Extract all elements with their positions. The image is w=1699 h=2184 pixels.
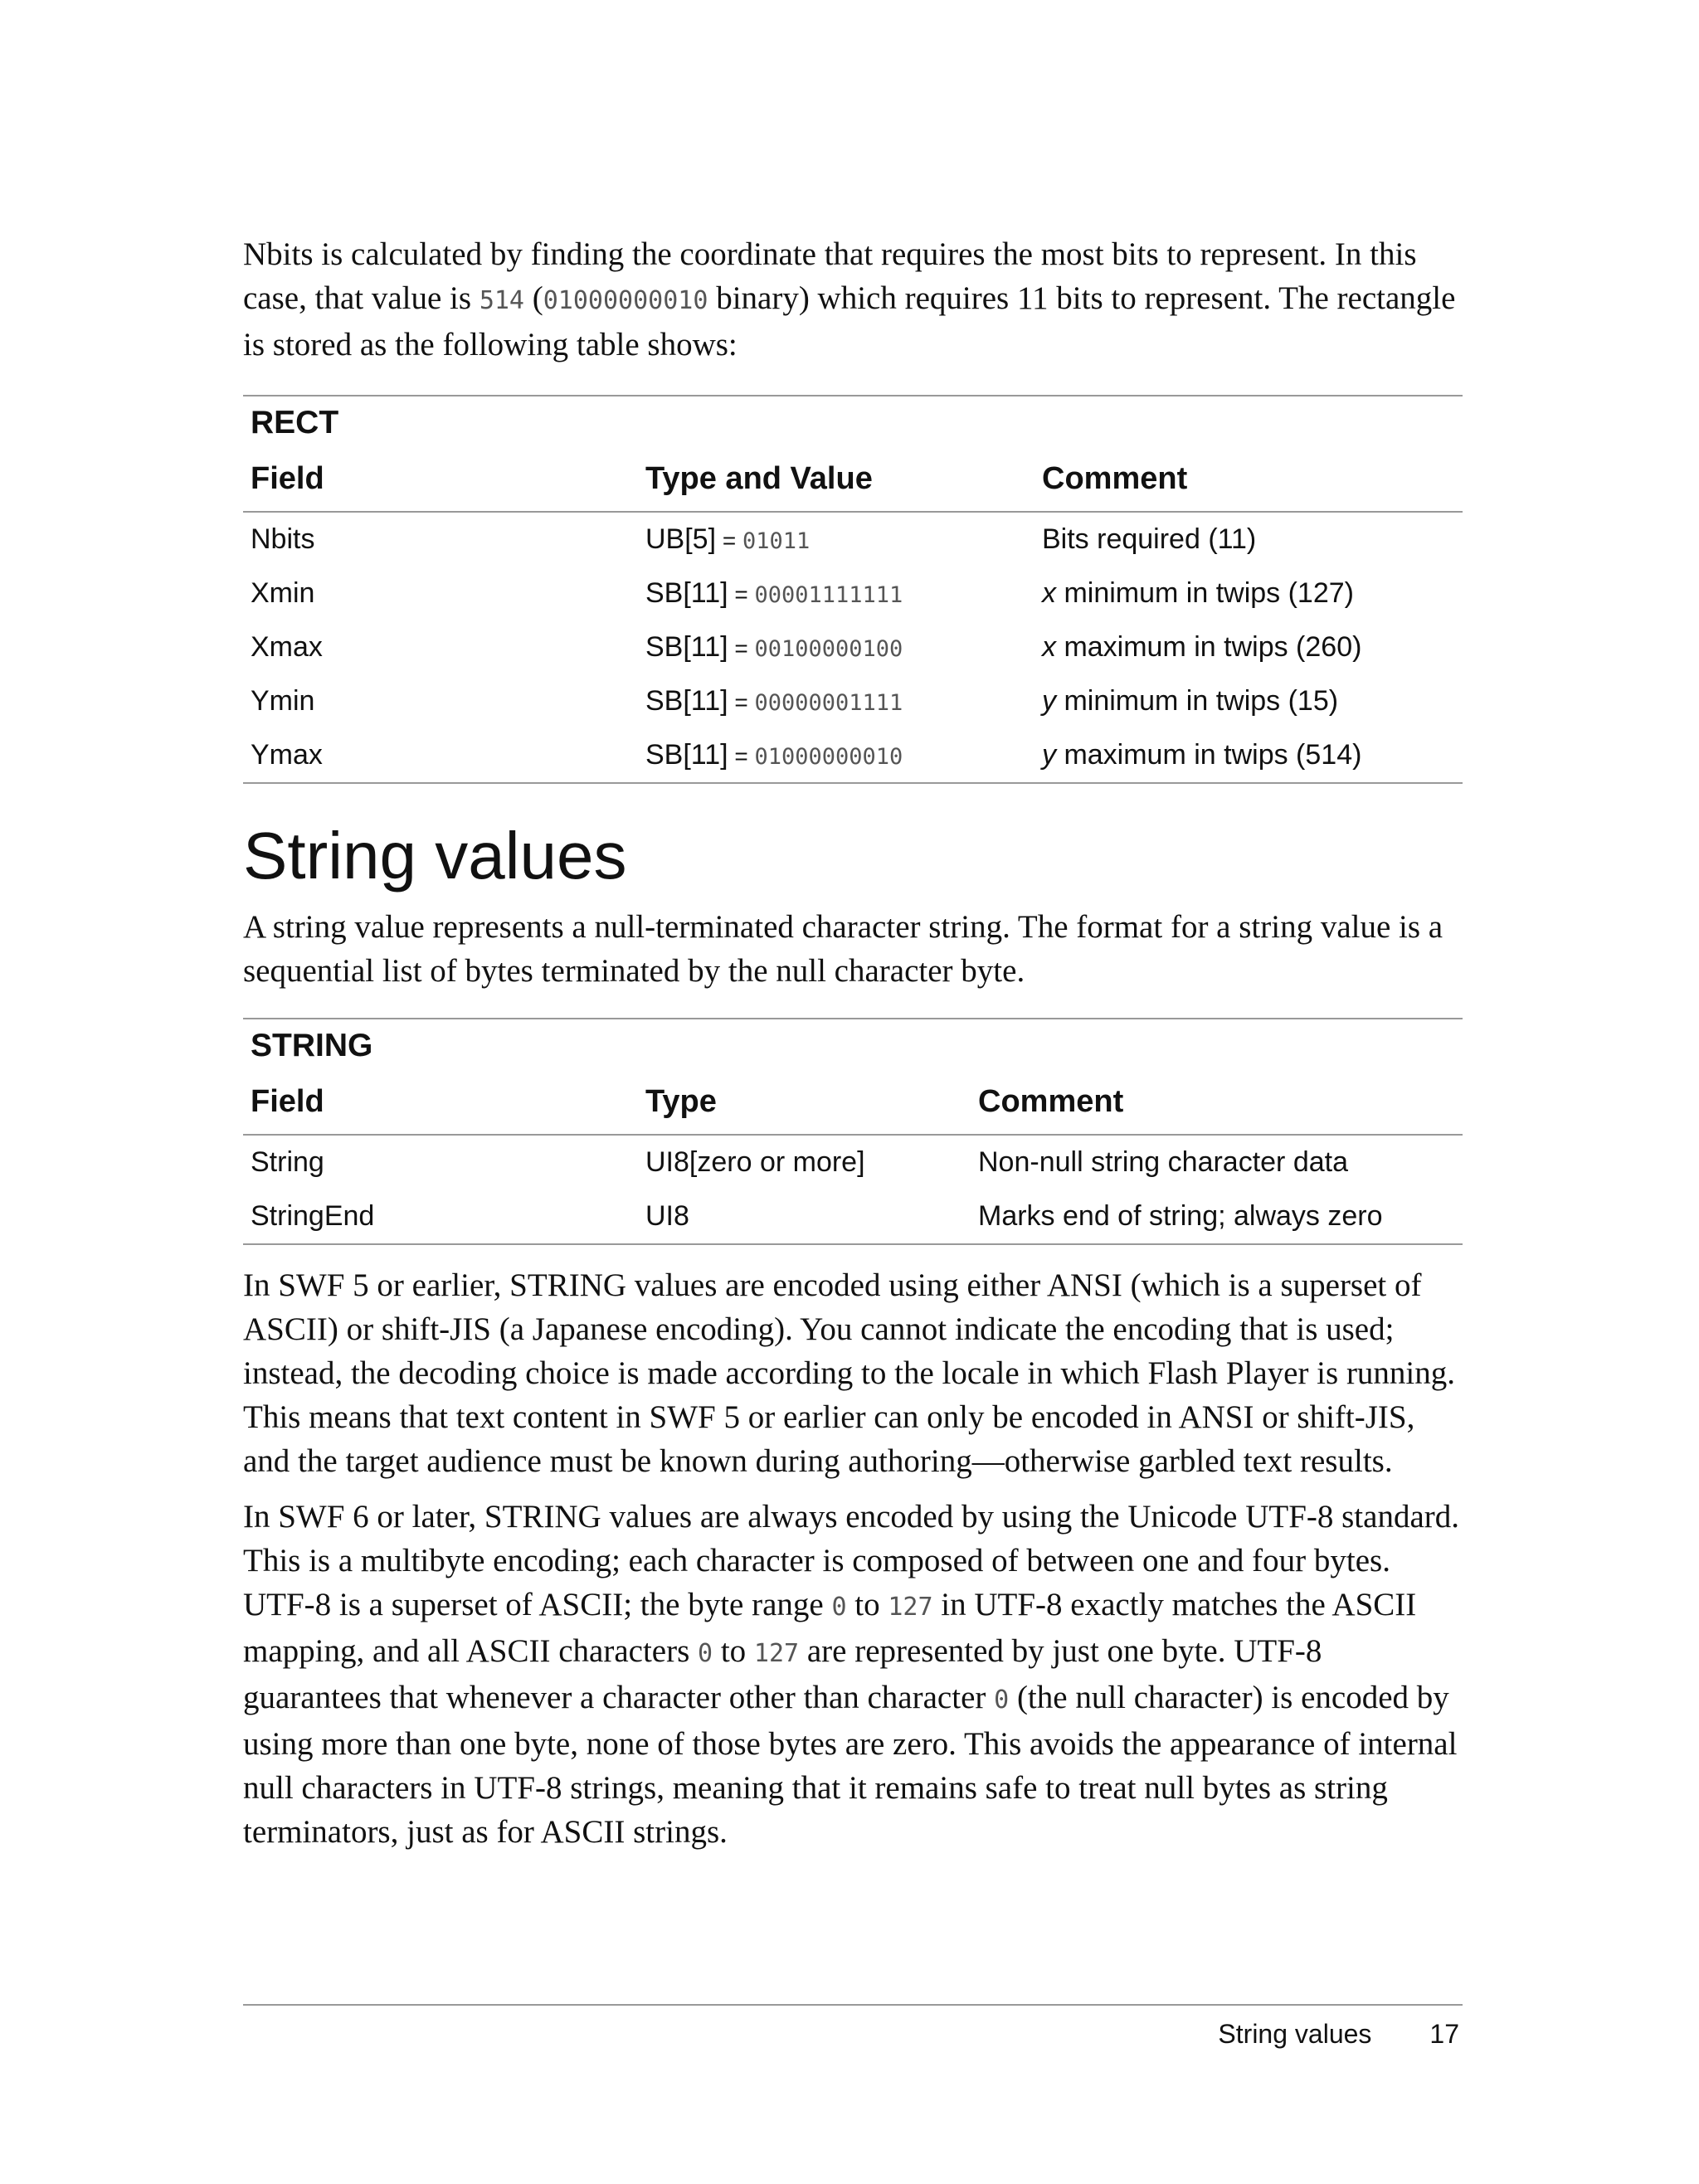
code-514: 514 [479,286,524,315]
para-text: are represented by just one byte. UTF-8 guarantees that whenever a character other than character [243,1633,1322,1715]
rect-table-body [243,513,1463,782]
cell-type: UB[5] [645,523,717,555]
cell-field: Nbits [251,523,315,555]
cell-comment: Marks end of string; always zero [978,1200,1383,1232]
cell-bits: 00000001111 [754,690,903,716]
swf5-paragraph: In SWF 5 or earlier, STRING values are encoded using either ANSI (which is a superset of ASCII) or shift-JIS (a Japanese encoding). You cannot indicate the encoding that is used; instead, the decoding choice is made according to the locale in which Flash Player is running. This means that text content in SWF 5 or earlier can only be encoded in ANSI or shift-JIS, and the target audience must be known during authoring—otherwise garbled text results. [243,1267,1456,1479]
cell-comment-text: Bits required (11) [1042,523,1257,555]
code-0: 0 [994,1685,1010,1715]
cell-type: SB[11] [645,685,728,717]
para-text: to [846,1587,888,1622]
code-127: 127 [753,1639,800,1668]
table-row [243,513,1463,567]
section-description: A string value represents a null-terminated character string. The format for a string value is a sequential list of bytes terminated by the null character byte. [243,909,1443,989]
header-field: Field [251,1084,324,1119]
header-comment: Comment [1042,461,1188,496]
section-title: String values [243,819,627,893]
table-row [243,674,1463,728]
para-text: to [713,1633,754,1669]
para-text: in UTF-8 exactly matches the ASCII mapping, and all ASCII characters [243,1587,1417,1669]
code-binary: 01000000010 [543,286,708,315]
cell-comment [1034,513,1463,567]
cell-equals: = [728,635,755,661]
cell-field: Xmax [251,631,323,663]
intro-paragraph [243,232,1463,367]
code-127: 127 [888,1593,933,1622]
cell-bits: 00001111111 [754,582,903,608]
page-content [243,232,1463,1865]
string-table-header [243,1073,1463,1136]
cell-comment: Non-null string character data [978,1146,1349,1178]
header-field: Field [251,461,324,496]
table-row [243,620,1463,674]
header-comment: Comment [978,1084,1124,1119]
rect-table-header [243,450,1463,513]
table-row [243,1136,1463,1189]
rect-table [243,395,1463,784]
string-table [243,1018,1463,1245]
cell-field: Ymax [251,739,323,771]
cell-equals: = [728,689,755,715]
cell-comment-axis: x [1042,577,1056,609]
cell-bits: 00100000100 [754,636,903,662]
page-footer [243,2017,1463,2050]
header-type-and-value: Type and Value [645,461,873,496]
table-row [243,1189,1463,1243]
cell-type-value [638,674,1034,728]
cell-equals: = [728,581,755,607]
cell-comment [1034,567,1463,620]
para-text: (the null character) is encoded by using more than one byte, none of those bytes are zero. This avoids the appearance of internal null characters in UTF-8 strings, meaning that it remains safe to treat null bytes as string terminators, just as for ASCII strings. [243,1680,1458,1850]
string-table-caption: STRING [251,1028,373,1063]
table-row [243,728,1463,782]
code-0: 0 [831,1593,847,1622]
cell-equals: = [728,743,755,769]
intro-text: ( [524,280,543,316]
cell-comment [1034,728,1463,782]
header-type: Type [645,1084,717,1119]
cell-type: UI8[zero or more] [645,1146,865,1178]
rect-table-caption: RECT [251,405,339,440]
page-number: 17 [1429,2019,1459,2049]
cell-type: SB[11] [645,631,728,663]
cell-comment-axis: y [1042,739,1056,771]
swf6-paragraph [243,1495,1463,1854]
cell-comment [1034,620,1463,674]
cell-comment-axis: y [1042,685,1056,717]
cell-equals: = [716,528,742,553]
cell-field: Ymin [251,685,315,717]
footer-section-name: String values [1218,2019,1372,2049]
string-table-body [243,1136,1463,1243]
cell-type-value [638,620,1034,674]
cell-field: StringEnd [251,1200,375,1232]
cell-field: Xmin [251,577,315,609]
cell-comment [1034,674,1463,728]
cell-bits: 01011 [742,528,811,554]
footer-rule [243,2004,1463,2006]
cell-comment-axis: x [1042,631,1056,663]
cell-comment-text: maximum in twips (514) [1056,739,1362,771]
cell-type-value [638,513,1034,567]
cell-comment-text: maximum in twips (260) [1056,631,1362,663]
table-row [243,567,1463,620]
cell-comment-text: minimum in twips (15) [1056,685,1339,717]
cell-field: String [251,1146,324,1178]
cell-comment-text: minimum in twips (127) [1056,577,1354,609]
cell-type: SB[11] [645,577,728,609]
cell-type: SB[11] [645,739,728,771]
cell-type-value [638,728,1034,782]
intro-text: Nbits is calculated by finding the coordinate that requires the most bits to represent. In this case, that value is [243,236,1417,316]
cell-type-value [638,567,1034,620]
code-0: 0 [698,1639,713,1668]
para-text: In SWF 6 or later, STRING values are always encoded by using the Unicode UTF-8 standard. This is a multibyte encoding; each character is composed of between one and four bytes. UTF-8 is a superset of ASCII; the byte range [243,1499,1460,1622]
intro-text: binary) which requires 11 bits to represent. The rectangle is stored as the following table shows: [243,280,1456,362]
cell-bits: 01000000010 [754,744,903,770]
cell-type: UI8 [645,1200,689,1232]
